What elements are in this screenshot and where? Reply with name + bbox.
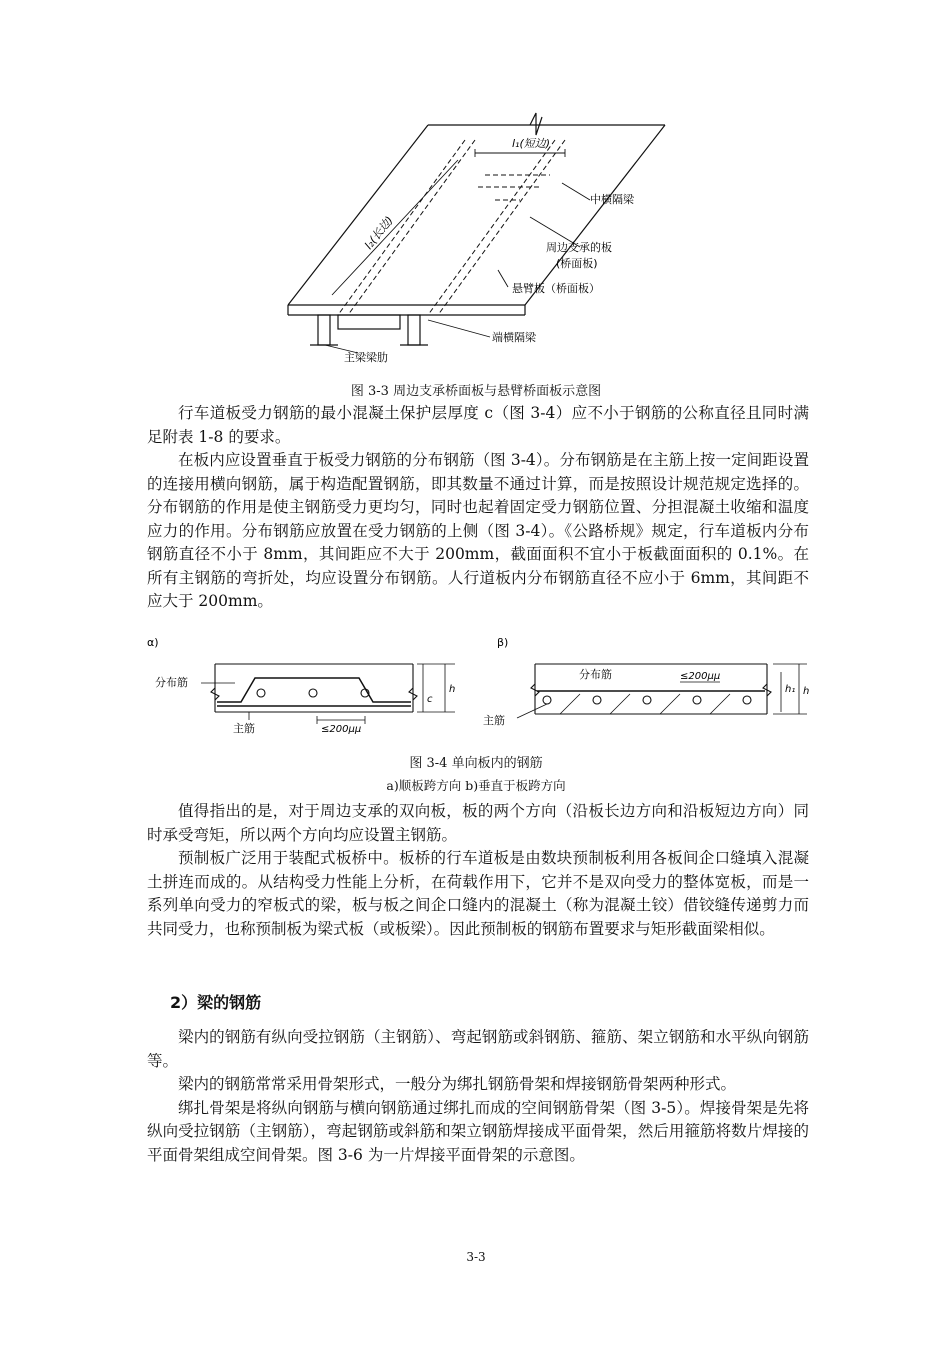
l2-label: l₂(长边) — [362, 213, 396, 252]
paragraph: 绑扎骨架是将纵向钢筋与横向钢筋通过绑扎而成的空间钢筋骨架（图 3-5）。焊接骨架是先将纵向受拉钢筋（主钢筋），弯起钢筋或斜筋和架立钢筋焊接成平面骨架，然后用箍筋将数片焊接的平面骨架组成空间骨架。图 3-6 为一片焊接平面骨架的示意图。 — [147, 1098, 809, 1164]
paragraph: 在板内应设置垂直于板受力钢筋的分布钢筋（图 3-4）。分布钢筋是在主筋上按一定间距设置的连接用横向钢筋，属于构造配置钢筋，即其数量不通过计算，而是按照设计规范规定选择的。分布钢筋的作用是使主钢筋受力更均匀，同时也起着固定受力钢筋位置、分担混凝土收缩和温度应力的作用。分布钢筋应放置在受力钢筋的上侧（图 3-4）。《公路桥规》规定，行车道板内分布钢筋直径不小于 8mm，其间距应不大于 200mm，截面面积不宜小于板截面面积的 0.1%。在所有主钢筋的弯折处，均应设置分布钢筋。人行道板内分布钢筋直径不应小于 6mm，其间距不应大于 200mm。 — [147, 451, 809, 610]
paragraph-block-2 — [147, 800, 809, 941]
figure-3-4-subcaption: a)顺板跨方向 b)垂直于板跨方向 — [386, 778, 566, 793]
panel-b-label: β) — [497, 636, 509, 649]
paragraph: 梁内的钢筋常常采用骨架形式，一般分为绑扎钢筋骨架和焊接钢筋骨架两种形式。 — [178, 1075, 737, 1093]
main-rib-label: 主梁梁肋 — [344, 351, 388, 364]
section-heading: 2）梁的钢筋 — [170, 993, 262, 1012]
dist-bar-label-a: 分布筋 — [155, 676, 188, 689]
figure-3-4-diagram — [145, 632, 815, 752]
end-diaphragm-label: 端横隔梁 — [492, 331, 536, 344]
figure-3-3-caption: 图 3-3 周边支承桥面板与悬臂桥面板示意图 — [350, 384, 602, 399]
spacing-label-a: ≤200μμ — [321, 724, 362, 735]
h-label-b: h — [803, 686, 810, 697]
page-number: 3-3 — [466, 1250, 486, 1264]
dist-bar-label-b: 分布筋 — [579, 668, 612, 681]
paragraph: 预制板广泛用于装配式板桥中。板桥的行车道板是由数块预制板利用各板间企口缝填入混凝土拼连而成的。从结构受力性能上分析，在荷载作用下，它并不是双向受力的整体宽板，而是一系列单向受力的窄板式的梁，板与板之间企口缝内的混凝土（称为混凝土铰）借铰缝传递剪力而共同受力，也称预制板为梁式板（或板梁）。因此预制板的钢筋布置要求与矩形截面梁相似。 — [147, 849, 809, 938]
c-label-a: c — [427, 694, 433, 705]
h-label-a: h — [449, 684, 456, 695]
h1-label-b: h₁ — [785, 684, 796, 695]
paragraph-block-3 — [147, 1026, 809, 1167]
main-bar-label-a: 主筋 — [233, 722, 255, 735]
paragraph: 行车道板受力钢筋的最小混凝土保护层厚度 c（图 3-4）应不小于钢筋的公称直径且同时满足附表 1-8 的要求。 — [147, 404, 809, 446]
cantilever-label: 悬臂板（桥面板） — [512, 282, 600, 295]
paragraph-block-1 — [147, 402, 809, 614]
figure-3-3-diagram — [280, 105, 700, 375]
spacing-label-b: ≤200μμ — [680, 671, 721, 682]
l1-label: l₁(短边) — [512, 137, 551, 150]
supported-slab-sub-label: (桥面板) — [556, 257, 598, 270]
panel-a-label: α) — [147, 636, 159, 649]
supported-slab-label: 周边支承的板 — [546, 241, 612, 254]
main-bar-label-b: 主筋 — [483, 714, 505, 727]
paragraph: 梁内的钢筋有纵向受拉钢筋（主钢筋）、弯起钢筋或斜钢筋、箍筋、架立钢筋和水平纵向钢筋等。 — [147, 1028, 809, 1070]
paragraph: 值得指出的是，对于周边支承的双向板，板的两个方向（沿板长边方向和沿板短边方向）同时承受弯矩，所以两个方向均应设置主钢筋。 — [147, 802, 809, 844]
figure-3-4-caption: 图 3-4 单向板内的钢筋 — [409, 756, 543, 771]
mid-diaphragm-label: 中横隔梁 — [590, 193, 634, 206]
